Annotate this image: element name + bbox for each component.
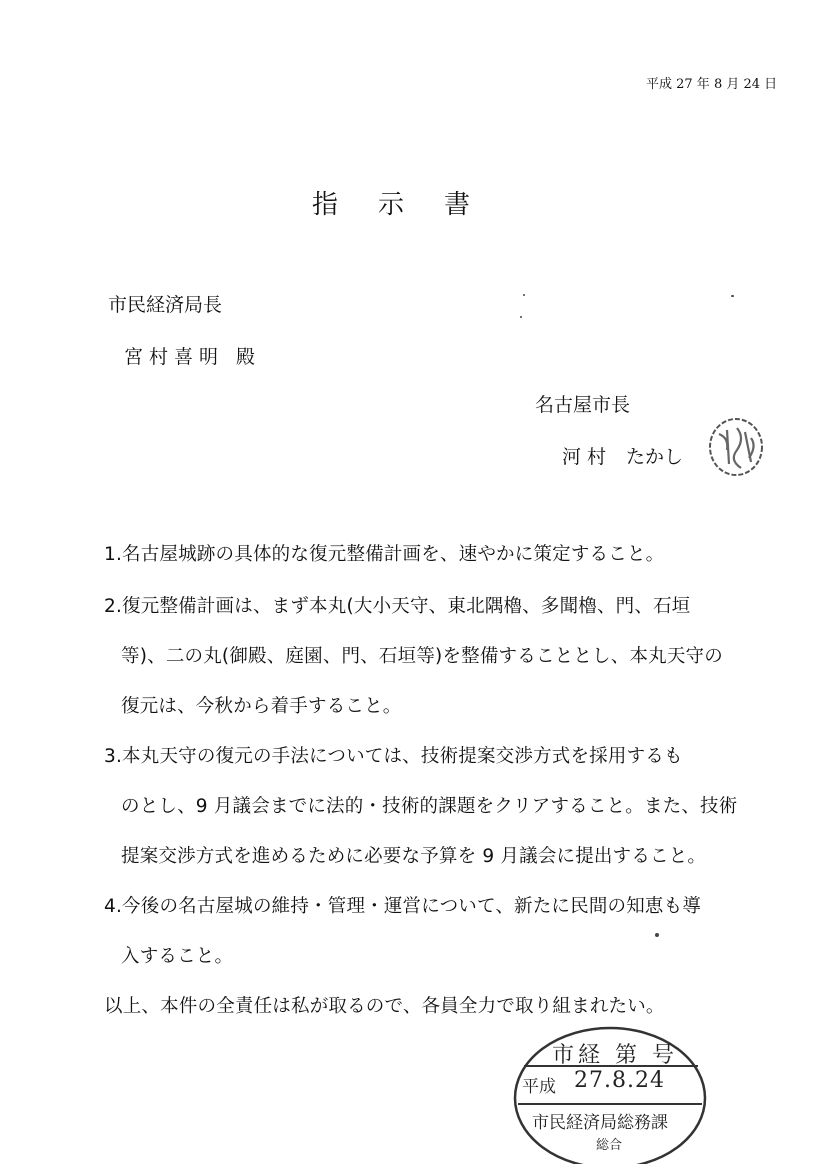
personal-seal xyxy=(707,416,765,478)
recipient-organization: 市民経済局長 xyxy=(108,294,223,316)
document-date: 平成 27 年 8 月 24 日 xyxy=(646,77,778,92)
sender-name xyxy=(562,442,683,469)
stamp-era: 平成 xyxy=(522,1077,556,1097)
body-line: 等)、二の丸(御殿、庭園、門、石垣等)を整備することとし、本丸天守の xyxy=(121,646,723,667)
receipt-stamp xyxy=(512,1024,708,1164)
stamp-date: 27.8.24 xyxy=(574,1068,665,1093)
scan-speck xyxy=(520,316,522,318)
sender-family-name: 河 村 xyxy=(562,446,607,468)
body-line: 1.名古屋城跡の具体的な復元整備計画を、速やかに策定すること。 xyxy=(104,544,665,565)
body-line: 復元は、今秋から着手すること。 xyxy=(121,696,402,717)
body-line: 3.本丸天守の復元の手法については、技術提案交渉方式を採用するも xyxy=(104,746,683,767)
body-line: 提案交渉方式を進めるために必要な予算を 9 月議会に提出すること。 xyxy=(121,846,707,867)
scan-speck xyxy=(731,295,734,297)
body-line: 入すること。 xyxy=(121,946,234,967)
sender-given-name: たかし xyxy=(626,446,684,468)
scan-speck xyxy=(523,294,525,296)
scan-speck xyxy=(655,933,659,937)
document-title: 指示書 xyxy=(312,190,511,220)
body-line: のとし、9 月議会までに法的・技術的課題をクリアすること。また、技術 xyxy=(121,796,738,817)
body-line: 以上、本件の全責任は私が取るので、各員全力で取り組まれたい。 xyxy=(104,996,665,1017)
stamp-footer: 総合 xyxy=(596,1138,623,1153)
stamp-department: 市民経済局総務課 xyxy=(532,1113,668,1133)
body-line: 4.今後の名古屋城の維持・管理・運営について、新たに民間の知恵も導 xyxy=(104,896,702,917)
stamp-number-line: 市経 第 号 xyxy=(552,1043,678,1068)
recipient-name: 宮村喜明 殿 xyxy=(124,346,262,368)
sender-title: 名古屋市長 xyxy=(535,394,631,416)
body-line: 2.復元整備計画は、まず本丸(大小天守、東北隅櫓、多聞櫓、門、石垣 xyxy=(104,596,691,617)
